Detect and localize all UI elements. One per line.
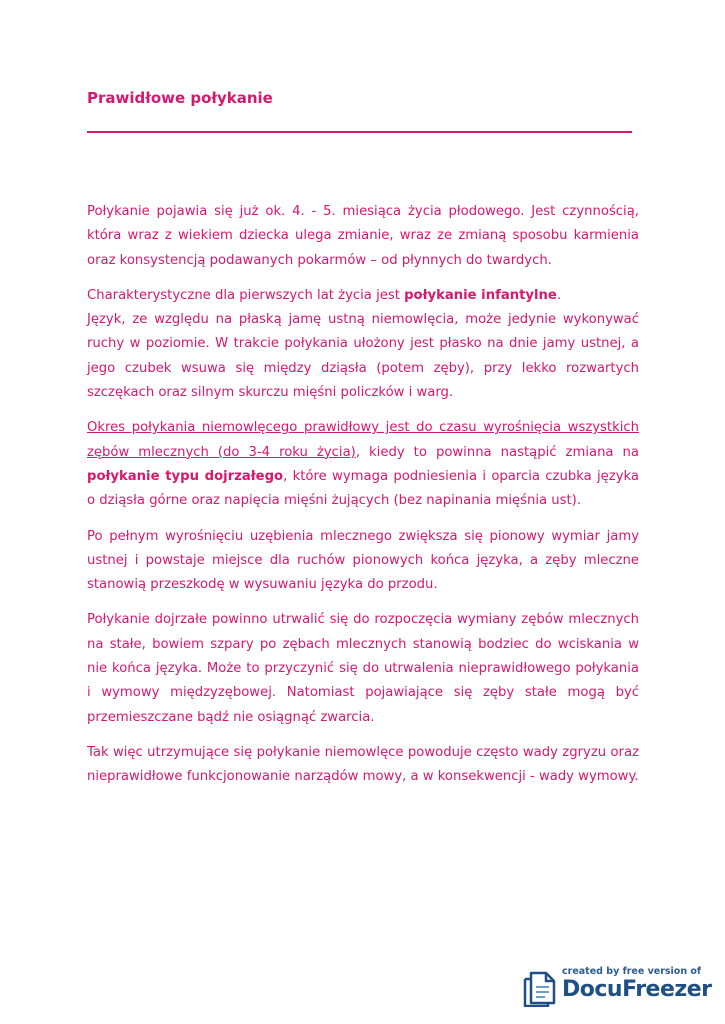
docufreezer-logo-icon (522, 969, 558, 1007)
paragraph-2-intro: Charakterystyczne dla pierwszych lat życia jest (87, 287, 405, 303)
docufreezer-watermark (522, 966, 712, 1010)
paragraph-3-rest: , które wymaga podniesienia i oparcia czubka języka o dziąsła górne oraz napięcia mięśni żujących (bez napinania mięśnia ust). (87, 468, 639, 509)
paragraph-2-bold-term: połykanie infantylne (404, 287, 557, 303)
watermark-caption: created by free version of (562, 966, 702, 977)
title-underline-rule (87, 131, 632, 133)
paragraph-3-underlined: Okres połykania niemowlęcego prawidłowy jest do czasu wyrośnięcia wszystkich zębów mlecznych (do 3-4 roku życia) (87, 420, 639, 460)
paragraph-5: Połykanie dojrzałe powinno utrwalić się do rozpoczęcia wymiany zębów mlecznych na stałe, bowiem szpary po zębach mlecznych stanowią bodziec do wciskania w nie końca języka. Może to przyczynić się do utrwalenia nieprawidłowego połykania i wymowy międzyzębowej. Natomiast pojawiające się zęby stałe mogą być przemieszczane bądź nie osiągnąć zwarcia. (87, 612, 639, 725)
paragraph-1: Połykanie pojawia się już ok. 4. - 5. miesiąca życia płodowego. Jest czynnością, która wraz z wiekiem dziecka ulega zmianie, wraz ze zmianą sposobu karmienia oraz konsystencją podawanych pokarmów – od płynnych do twardych. (87, 204, 639, 268)
paragraph-3-mid: , kiedy to powinna nastąpić zmiana na (355, 444, 639, 460)
paragraph-2 (87, 284, 639, 405)
paragraph-4: Po pełnym wyrośnięciu uzębienia mlecznego zwiększa się pionowy wymiar jamy ustnej i powstaje miejsce dla ruchów pionowych końca języka, a zęby mleczne stanowią przeszkodę w wysuwaniu języka do przodu. (87, 528, 639, 593)
paragraph-3-bold-term: połykanie typu dojrzałego (87, 468, 284, 484)
document-title: Prawidłowe połykanie (87, 89, 273, 107)
paragraph-6: Tak więc utrzymujące się połykanie niemowlęce powoduje często wady zgryzu oraz nieprawidłowe funkcjonowanie narządów mowy, a w konsekwencji - wady wymowy. (87, 744, 639, 785)
document-body (87, 200, 639, 801)
watermark-brand: DocuFreezer (562, 977, 712, 1002)
paragraph-2-rest: Język, ze względu na płaską jamę ustną niemowlęcia, może jedynie wykonywać ruchy w poziomie. W trakcie połykania ułożony jest płasko na dnie jamy ustnej, a jego czubek wsuwa się między dziąsła (potem zęby), przy lekko rozwartych szczękach oraz silnym skurczu mięśni policzków i warg. (87, 312, 639, 401)
paragraph-2-period: . (556, 287, 562, 303)
paragraph-3 (87, 416, 639, 513)
